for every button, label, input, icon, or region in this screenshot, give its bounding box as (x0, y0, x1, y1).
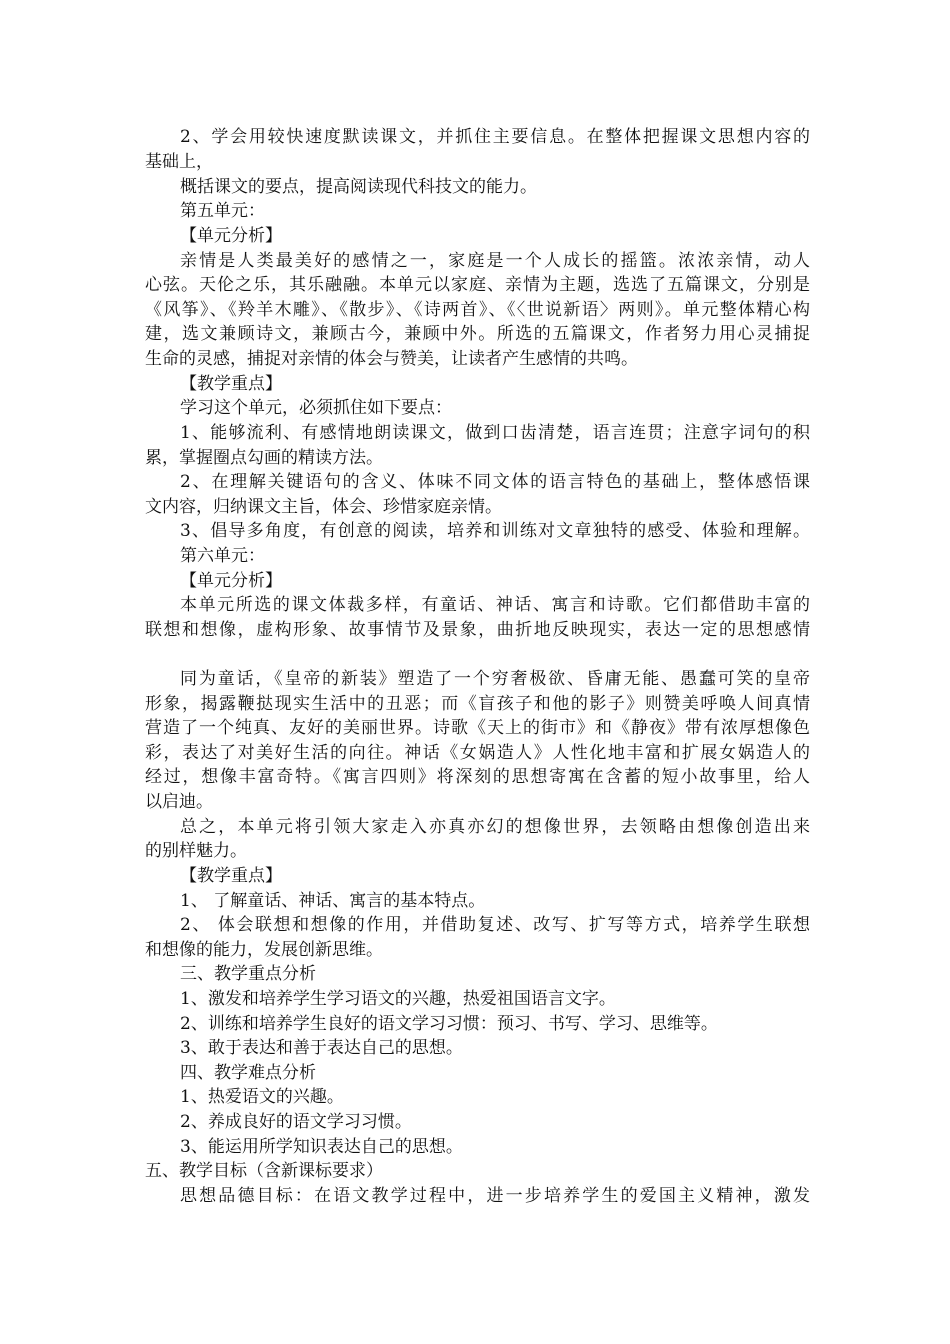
text-line: 3、能运用所学知识表达自己的思想。 (180, 1137, 463, 1157)
text-line: 1、 了解童话、神话、寓言的基本特点。 (180, 891, 486, 911)
text-line: 彩，表达了对美好生活的向往。神话《女娲造人》人性化地丰富和扩展女娲造人的 (145, 743, 810, 763)
text-line: 总之，本单元将引领大家走入亦真亦幻的想像世界，去领略由想像创造出来 (180, 817, 810, 837)
text-line: 思想品德目标：在语文教学过程中，进一步培养学生的爱国主义精神，激发 (180, 1186, 810, 1206)
subsection-heading: 【教学重点】 (180, 374, 282, 394)
section-heading: 五、教学目标（含新课标要求） (145, 1161, 383, 1181)
text-line: 心弦。天伦之乐，其乐融融。本单元以家庭、亲情为主题，选选了五篇课文，分别是 (145, 275, 810, 295)
text-line: 生命的灵感，捕捉对亲情的体会与赞美，让读者产生感情的共鸣。 (145, 349, 638, 369)
text-line: 的别样魅力。 (145, 841, 247, 861)
text-line: 基础上， (145, 152, 213, 172)
text-line: 概括课文的要点，提高阅读现代科技文的能力。 (180, 177, 537, 197)
text-line: 和想像的能力，发展创新思维。 (145, 940, 383, 960)
text-line: 2、养成良好的语文学习习惯。 (180, 1112, 412, 1132)
text-line: 《风筝》、《羚羊木雕》、《散步》、《诗两首》、《〈世说新语〉两则》。单元整体精心构 (145, 300, 810, 320)
section-heading: 四、教学难点分析 (180, 1063, 316, 1083)
text-line: 联想和想像，虚构形象、故事情节及景象，曲折地反映现实，表达一定的思想感情 (145, 620, 810, 640)
text-line: 以启迪。 (145, 792, 213, 812)
text-line: 2、在理解关键语句的含义、体味不同文体的语言特色的基础上，整体感悟课 (180, 472, 810, 492)
text-line: 3、倡导多角度，有创意的阅读，培养和训练对文章独特的感受、体验和理解。 (180, 521, 810, 541)
text-line: 2、学会用较快速度默读课文，并抓住主要信息。在整体把握课文思想内容的 (180, 127, 810, 147)
text-line: 文内容，归纳课文主旨，体会、珍惜家庭亲情。 (145, 497, 502, 517)
subsection-heading: 【单元分析】 (180, 571, 282, 591)
text-line: 同为童话，《皇帝的新装》塑造了一个穷奢极欲、昏庸无能、愚蠢可笑的皇帝 (180, 669, 810, 689)
section-heading: 三、教学重点分析 (180, 964, 316, 984)
subsection-heading: 【教学重点】 (180, 866, 282, 886)
text-line: 2、 体会联想和想像的作用，并借助复述、改写、扩写等方式，培养学生联想 (180, 915, 810, 935)
text-line: 累，掌握圈点勾画的精读方法。 (145, 448, 383, 468)
section-heading: 第六单元： (180, 546, 265, 566)
text-line: 1、激发和培养学生学习语文的兴趣，热爱祖国语言文字。 (180, 989, 616, 1009)
text-line: 经过，想像丰富奇特。《寓言四则》将深刻的思想寄寓在含蓄的短小故事里，给人 (145, 767, 810, 787)
text-line: 营造了一个纯真、友好的美丽世界。诗歌《天上的街市》和《静夜》带有浓厚想像色 (145, 718, 810, 738)
subsection-heading: 【单元分析】 (180, 226, 282, 246)
text-line: 1、热爱语文的兴趣。 (180, 1087, 344, 1107)
text-line: 建，选文兼顾诗文，兼顾古今，兼顾中外。所选的五篇课文，作者努力用心灵捕捉 (145, 324, 810, 344)
text-line: 3、敢于表达和善于表达自己的思想。 (180, 1038, 463, 1058)
text-line: 本单元所选的课文体裁多样，有童话、神话、寓言和诗歌。它们都借助丰富的 (180, 595, 810, 615)
text-line: 1、能够流利、有感情地朗读课文，做到口齿清楚，语言连贯；注意字词句的积 (180, 423, 810, 443)
text-line: 亲情是人类最美好的感情之一，家庭是一个人成长的摇篮。浓浓亲情，动人 (180, 251, 810, 271)
text-line: 学习这个单元，必须抓住如下要点： (180, 398, 452, 418)
text-line: 2、训练和培养学生良好的语文学习习惯：预习、书写、学习、思维等。 (180, 1014, 718, 1034)
text-line: 形象，揭露鞭挞现实生活中的丑恶；而《盲孩子和他的影子》则赞美呼唤人间真情 (145, 694, 810, 714)
section-heading: 第五单元： (180, 201, 265, 221)
